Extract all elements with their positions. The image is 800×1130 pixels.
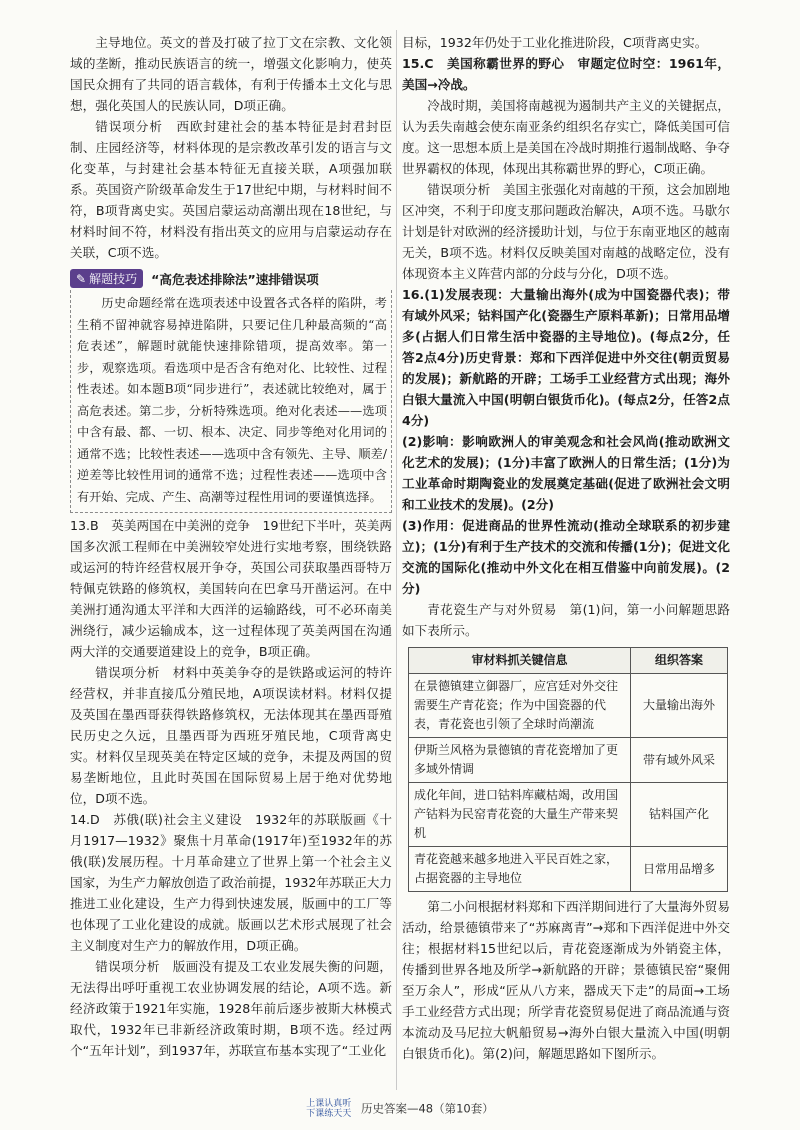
table-row xyxy=(409,847,728,892)
left-column xyxy=(70,32,392,1061)
question-14-error-analysis: 错误项分析 版画没有提及工农业发展失衡的问题，无法得出呼吁重视工农业协调发展的结论，A项不选。新经济政策于1921年实施，1928年前后逐步被斯大林模式取代，1932年已非新经济政策时期，B项不选。经过两个“五年计划”，到1937年，苏联宣布基本实现了“工业化 xyxy=(70,959,392,1058)
solution-explanation: 第二小问根据材料郑和下西洋期间进行了大量海外贸易活动，给景德镇带来了“苏麻离青”→郑和下西洋促进中外交往；根据材料15世纪以后，青花瓷逐渐成为外销瓷主体，传播到世界各地及所学→新航路的开辟；景德镇民窑“聚佣至万余人”，形成“匠从八方来，器成天下走”的局面→工场手工业经营方式出现；所学青花瓷贸易促进了商品流通与资本流动及马尼拉大帆船贸易→海外白银大量流入中国(明朝白银货币化)。第(2)问，解题思路如下图所示。 xyxy=(402,899,730,1061)
continued-text: 目标，1932年仍处于工业化推进阶段，C项背离史实。 xyxy=(402,35,708,50)
table-cell-answer: 带有域外风采 xyxy=(631,738,728,783)
table-header-info: 审材料抓关键信息 xyxy=(409,648,631,674)
answer-text: 主导地位。英文的普及打破了拉丁文在宗教、文化领域的垄断，推动民族语言的统一，增强文化影响力，使英国民众拥有了共同的语言载体，有利于传播本土文化与思想，强化英国人的民族认同，D项正确。 xyxy=(70,35,392,113)
question-15-explanation: 冷战时期，美国将南越视为遏制共产主义的关键据点，认为丢失南越会使东南亚条约组织名存实亡，降低美国可信度。这一思想本质上是美国在冷战时期推行遏制战略、争夺世界霸权的体现，体现出其称霸世界的野心，C项正确。 xyxy=(402,98,730,176)
table-cell-answer: 钴料国产化 xyxy=(631,783,728,847)
column-divider xyxy=(396,30,397,1090)
tip-title: “高危表述排除法”速排错误项 xyxy=(151,272,319,287)
table-header-row xyxy=(409,648,728,674)
table-row xyxy=(409,674,728,738)
table-cell-info: 青花瓷越来越多地进入平民百姓之家，占据瓷器的主导地位 xyxy=(409,847,631,892)
logo-line-2: 下课练天天 xyxy=(306,1109,352,1119)
question-13-answer: 13.B 英美两国在中美洲的竞争 19世纪下半叶，英美两国多次派工程师在中美洲较窄处进行实地考察，围绕铁路或运河的特许经营权展开争夺，英国公司获取墨西哥特万特佩克铁路的修筑权，美国转向在巴拿马开凿运河。在中美洲打通沟通太平洋和大西洋的运输路线，可不必环南美洲绕行，减少运输成本，这一过程体现了英美两国在沟通两大洋的交通要道建设上的竞争，B项正确。 xyxy=(70,518,392,659)
table-cell-info: 在景德镇建立御器厂，应宫廷对外交往需要生产青花瓷；作为中国瓷器的代表，青花瓷也引领了全球时尚潮流 xyxy=(409,674,631,738)
tip-box xyxy=(70,290,392,513)
publisher-logo xyxy=(306,1099,351,1119)
question-14-answer: 14.D 苏俄(联)社会主义建设 1932年的苏联版画《十月1917—1932》聚焦十月革命(1917年)至1932年的苏俄(联)发展历程。十月革命建立了世界上第一个社会主义国家，为生产力解放创造了政治前提，1932年苏联正大力推进工业化建设，生产力得到快速发展，版画中的工厂等也体现了工业化建设的成就。版画以艺术形式展现了社会主义制度对生产力的解放作用，D项正确。 xyxy=(70,812,392,953)
right-column xyxy=(402,32,730,1064)
logo-line-1: 上课认真听 xyxy=(306,1099,352,1109)
table-cell-info: 成化年间，进口钴料库藏枯竭，改用国产钴料为民窑青花瓷的大量生产带来契机 xyxy=(409,783,631,847)
tip-header xyxy=(70,269,392,288)
page-number: 历史答案—48（第10套） xyxy=(360,1101,494,1116)
tip-badge xyxy=(70,269,143,288)
table-cell-info: 伊斯兰风格为景德镇的青花瓷增加了更多域外情调 xyxy=(409,738,631,783)
question-16-part-2: (2)影响：影响欧洲人的审美观念和社会风尚(推动欧洲文化艺术的发展)；(1分)丰富了欧洲人的日常生活；(1分)为工业革命时期陶瓷业的发展奠定基础(促进了欧洲社会文明和工业技术的发展)。(2分) xyxy=(402,434,730,512)
table-row xyxy=(409,738,728,783)
solution-table xyxy=(408,647,728,892)
table-header-answer: 组织答案 xyxy=(631,648,728,674)
question-15-error-analysis: 错误项分析 美国主张强化对南越的干预，这会加剧地区冲突，不利于印度支那问题政治解决，A项不选。马歇尔计划是针对欧洲的经济援助计划，与位于东南亚地区的越南无关，B项不选。材料仅反映美国对南越的战略定位，没有体现资本主义阵营内部的分歧与分化，D项不选。 xyxy=(402,182,730,281)
solution-intro: 青花瓷生产与对外贸易 第(1)问，第一小问解题思路如下表所示。 xyxy=(402,602,730,638)
question-16-part-1: 16.(1)发展表现：大量输出海外(成为中国瓷器代表)；带有域外风采；钴料国产化(瓷器生产原料革新)；日常用品增多(占据人们日常生活中瓷器的主导地位)。(每点2分，任答2点4分)历史背景：郑和下西洋促进中外交往(朝贡贸易的发展)；新航路的开辟；工场手工业经营方式出现；海外白银大量流入中国(明朝白银货币化)。(每点2分，任答2点4分) xyxy=(402,287,730,428)
question-15-answer: 15.C 美国称霸世界的野心 审题定位时空：1961年，美国→冷战。 xyxy=(402,56,730,92)
table-row xyxy=(409,783,728,847)
tip-icon: ✎ xyxy=(76,271,87,286)
table-cell-answer: 大量输出海外 xyxy=(631,674,728,738)
question-16-part-3: (3)作用：促进商品的世界性流动(推动全球联系的初步建立)；(1分)有利于生产技术的交流和传播(1分)；促进文化交流的国际化(推动中外文化在相互借鉴中向前发展)。(2分) xyxy=(402,518,730,596)
page-footer xyxy=(0,1099,800,1119)
error-analysis: 错误项分析 西欧封建社会的基本特征是封君封臣制、庄园经济等，材料体现的是宗教改革引发的语言与文化变革，与封建社会基本特征无直接关联，A项强加联系。英国资产阶级革命发生于17世纪中期，与材料时间不符，B项背离史实。英国启蒙运动高潮出现在18世纪，与材料时间不符，材料没有指出英文的应用与启蒙运动存在关联，C项不选。 xyxy=(70,119,392,260)
question-13-error-analysis: 错误项分析 材料中英美争夺的是铁路或运河的特许经营权，并非直接瓜分殖民地，A项误读材料。材料仅提及英国在墨西哥获得铁路修筑权，无法体现其在墨西哥殖民历史之久远，且墨西哥为西班牙殖民地，C项背离史实。材料仅呈现英美在特定区域的竞争，未提及两国的贸易垄断地位，且此时英国在国际贸易上居于绝对优势地位，D项不选。 xyxy=(70,665,392,806)
tip-body: 历史命题经常在选项表述中设置各式各样的陷阱，考生稍不留神就容易掉进陷阱，只要记住几种最高频的“高危表述”，解题时就能快速排除错项，提高效率。第一步，观察选项。看选项中是否含有绝对化、比较性、过程性表述。如本题B项“同步进行”，表述就比较绝对，属于高危表述。第二步，分析特殊选项。绝对化表述——选项中含有最、都、一切、根本、决定、同步等绝对化用词的通常不选；比较性表述——选项中含有领先、主导、顺差/逆差等比较性用词的通常不选；过程性表述——选项中含有开始、完成、产生、高潮等过程性用词的要谨慎选择。 xyxy=(77,296,387,504)
table-cell-answer: 日常用品增多 xyxy=(631,847,728,892)
tip-badge-label: 解题技巧 xyxy=(89,272,138,286)
